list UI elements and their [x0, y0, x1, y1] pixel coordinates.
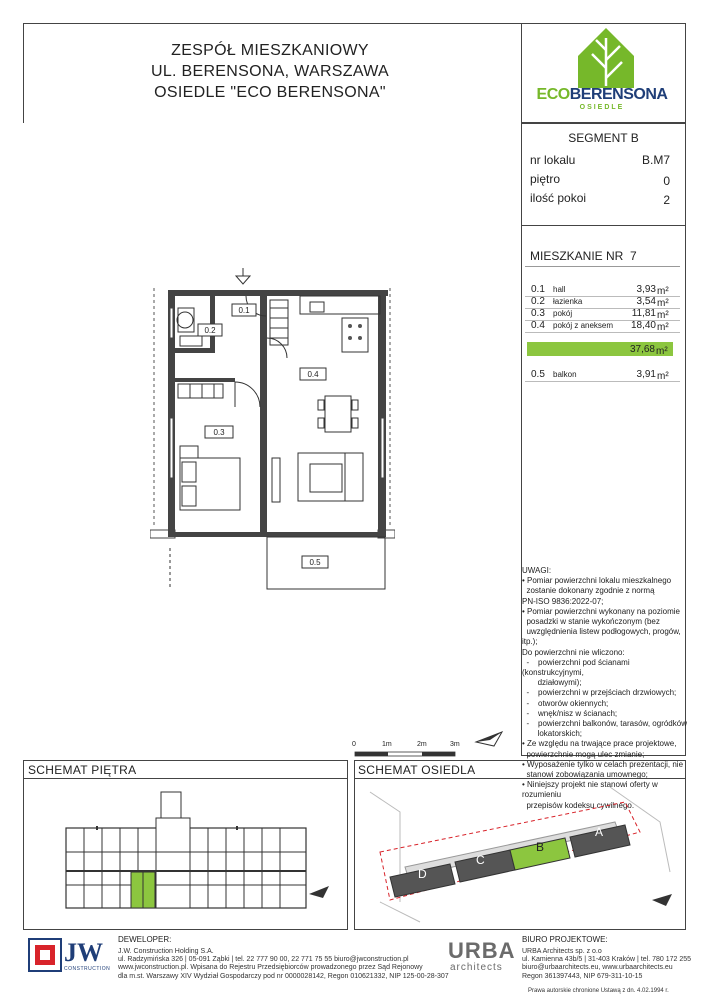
- room-area: 11,81: [631, 308, 656, 319]
- note-line: przepisów kodeksu cywilnego.: [522, 800, 635, 810]
- total-area-value: 37,68: [629, 344, 655, 355]
- north-arrow-icon: [474, 728, 504, 750]
- developer-line: www.jwconstruction.pl. Wpisana do Rejestru Przedsiębiorców prowadzonego przez Sąd Rejonowy: [118, 964, 423, 972]
- segment-label-2: piętro: [530, 172, 561, 186]
- copyright-note: Prawa autorskie chronione Ustawą z dn. 4.02.1994 r.: [528, 988, 669, 994]
- scale-bar: [352, 750, 462, 760]
- segment-title: SEGMENT B: [568, 131, 639, 145]
- estate-segment-a: A: [595, 825, 604, 839]
- project-title-line-2: UL. BERENSONA, WARSZAWA: [150, 63, 390, 80]
- room-area: 18,40: [630, 320, 656, 331]
- balcony-name: balkon: [553, 370, 577, 379]
- scale-2: 2m: [417, 741, 427, 748]
- room-name: łazienka: [553, 297, 583, 306]
- room-no: 0.1: [531, 284, 545, 295]
- scale-1: 1m: [382, 741, 392, 748]
- segment-value-2: 0: [663, 174, 670, 188]
- note-line: - powierzchni pod ścianami (konstrukcyjnymi,: [522, 657, 632, 678]
- eco-house-logo-icon: [578, 28, 634, 88]
- room-no: 0.2: [531, 296, 545, 307]
- note-line: • Ze względu na trwające prace projektowe,: [522, 739, 677, 749]
- room-label-03: 0.3: [213, 428, 225, 437]
- room-unit: m²: [657, 286, 669, 297]
- room-label-02: 0.2: [204, 326, 216, 335]
- note-line: stanowi zobowiązania umownego;: [522, 770, 648, 780]
- note-line: lokatorskich;: [522, 729, 583, 739]
- designer-line: Regon 361397443, NIP 679-311-10-15: [522, 972, 643, 980]
- room-label-01: 0.1: [238, 306, 250, 315]
- estate-segment-d: D: [418, 867, 427, 881]
- apartment-floor-plan: [150, 268, 395, 608]
- divider: [525, 266, 680, 267]
- logo-subtitle: OSIEDLE: [579, 104, 625, 111]
- designer-line: URBA Architects sp. z o.o: [522, 948, 602, 955]
- jw-logo-subtitle: CONSTRUCTION: [64, 966, 111, 972]
- room-no: 0.3: [531, 308, 545, 319]
- note-line: zostanie dokonany zgodnie z normą: [522, 586, 655, 596]
- note-line: • Pomiar powierzchni wykonany na poziomie: [522, 606, 680, 616]
- jw-logo: [26, 938, 114, 974]
- segment-value-1: B.M7: [641, 153, 670, 167]
- balcony-no: 0.5: [531, 369, 545, 380]
- designer-line: biuro@urbaarchitects.eu, www.urbaarchitects.eu: [522, 964, 673, 972]
- scale-3: 3m: [450, 741, 460, 748]
- urba-logo-subtitle: architects: [450, 962, 503, 973]
- estate-segment-b: B: [536, 840, 545, 854]
- room-area: 3,93: [636, 284, 656, 295]
- balcony-area: 3,91: [636, 369, 656, 380]
- room-area: 3,54: [636, 296, 656, 307]
- note-line: • Pomiar powierzchni lokalu mieszkalnego: [522, 576, 672, 586]
- notes-title: UWAGI:: [522, 566, 552, 575]
- logo-wordmark: [526, 86, 678, 104]
- designer-label: BIURO PROJEKTOWE:: [522, 935, 608, 944]
- apartment-title: MIESZKANIE NR 7: [530, 249, 637, 263]
- jw-logo-icon: [28, 938, 62, 972]
- room-label-05: 0.5: [309, 558, 321, 567]
- divider: [23, 778, 348, 779]
- divider: [525, 332, 680, 333]
- logo-berensona: BERENSONA: [569, 86, 668, 103]
- room-no: 0.4: [531, 320, 545, 331]
- urba-logo: URBA: [448, 938, 516, 963]
- developer-info: [118, 948, 449, 981]
- estate-scheme-drawing: [360, 782, 684, 927]
- divider: [525, 296, 680, 297]
- note-line: powierzchnie mogą ulec zmianie;: [522, 749, 645, 759]
- note-line: działowymi);: [522, 678, 582, 688]
- note-line: - wnęk/nisz w ścianach;: [522, 708, 618, 718]
- note-line: • Niniejszy projekt nie stanowi oferty w rozumieniu: [522, 780, 660, 800]
- room-name: hall: [553, 285, 566, 294]
- note-line: - otworów okiennych;: [522, 698, 609, 708]
- designer-line: ul. Kamienna 43b/5 | 31-403 Kraków | tel. 780 172 255: [522, 956, 692, 964]
- divider: [525, 308, 680, 309]
- total-area-unit: m²: [656, 346, 668, 357]
- segment-label-1: nr lokalu: [530, 153, 576, 167]
- developer-line: dla m.st. Warszawy XIV Wydział Gospodarczy pod nr 0000028142, Regon 010621332, NIP 125-00-28-307: [118, 972, 449, 980]
- room-unit: m²: [657, 322, 669, 333]
- divider: [525, 381, 680, 382]
- developer-line: ul. Radzymińska 326 | 05-091 Ząbki | tel. 22 777 90 00, 22 771 75 55 biuro@jwconstruction.pl: [118, 956, 409, 964]
- scale-0: 0: [352, 741, 356, 748]
- designer-info: [522, 948, 691, 981]
- estate-segment-c: C: [476, 853, 485, 867]
- developer-label: DEWELOPER:: [118, 935, 172, 944]
- room-name: pokój: [553, 309, 573, 318]
- estate-scheme-title: SCHEMAT OSIEDLA: [358, 763, 476, 777]
- room-label-04: 0.4: [307, 370, 319, 379]
- segment-value-3: 2: [663, 193, 670, 207]
- divider: [521, 225, 686, 226]
- developer-line: J.W. Construction Holding S.A.: [118, 948, 214, 955]
- note-line: posadzki w stanie wykończonym (bez: [522, 617, 660, 627]
- note-line: - powierzchni balkonów, tarasów, ogródków: [522, 719, 687, 729]
- room-unit: m²: [657, 298, 669, 309]
- room-unit: m²: [657, 310, 669, 321]
- note-line: uwzględnienia listew podłogowych, progów, itp.);: [522, 627, 684, 647]
- note-line: PN-ISO 9836:2022-07;: [522, 596, 604, 606]
- note-line: Do powierzchni nie wliczono:: [522, 647, 625, 657]
- room-name: pokój z aneksem: [553, 321, 614, 330]
- divider: [354, 778, 686, 779]
- jw-logo-text: JW: [64, 938, 103, 967]
- floor-scheme-drawing: [36, 790, 336, 925]
- logo-eco: ECO: [536, 86, 570, 103]
- note-line: • Wyposażenie tylko w celach prezentacji, nie: [522, 759, 684, 769]
- note-line: - powierzchni w przejściach drzwiowych;: [522, 688, 677, 698]
- project-title-line-1: ZESPÓŁ MIESZKANIOWY: [171, 42, 369, 59]
- segment-label-3: ilość pokoi: [530, 191, 587, 205]
- floor-scheme-title: SCHEMAT PIĘTRA: [28, 763, 137, 777]
- balcony-unit: m²: [657, 371, 669, 382]
- project-title-line-3: OSIEDLE "ECO BERENSONA": [154, 84, 386, 101]
